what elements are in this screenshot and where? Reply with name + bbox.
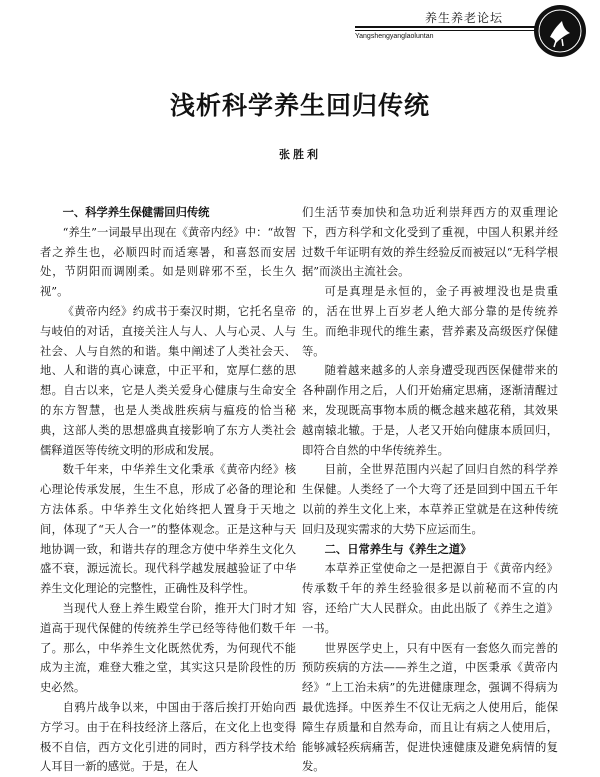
article-title: 浅析科学养生回归传统	[169, 91, 430, 120]
paragraph: 可是真理是永恒的，金子再被埋没也是贵重的，活在世界上百岁老人绝大部分靠的是传统养生。而绝非现代的维生素，营养素及高级医疗保健等。	[302, 285, 558, 358]
left-column	[40, 203, 296, 777]
forum-logo-icon	[532, 3, 588, 59]
paragraph: 目前，全世界范围内兴起了回归自然的科学养生保健。人类经了一个大弯了还是回到中国五千年以前的养生文化上来，本草养正堂就是在这种传统回归及现实需求的大势下应运而生。	[302, 463, 558, 536]
right-column	[302, 203, 558, 777]
paragraph: “养生”一词最早出现在《黄帝内经》中：“故智者之养生也，必顺四时而适寒暑，和喜怒而安居处，节阴阳而调刚柔。如是则辟邪不至，长生久视”。	[40, 225, 296, 299]
header-rule	[355, 26, 535, 28]
paragraph: 数千年来，中华养生文化秉承《黄帝内经》核心理论传承发展，生生不息，形成了必备的理论和方法体系。中华养生文化始终把人置身于天地之间，体现了“天人合一”的整体观念。正是这种与天地协调一致，和谐共存的理念方使中华养生文化久盛不衰，源远流长。现代科学越发展越验证了中华养生文化理论的完整性，正确性及科学性。	[40, 463, 296, 596]
paragraph-continued: 们生活节奏加快和急功近利崇拜西方的双重理论下，西方科学和文化受到了重视，中国人积累并经过数千年证明有效的养生经验反而被冠以“无科学根据”而淡出主流社会。	[302, 206, 558, 279]
paragraph: 自鸦片战争以来，中国由于落后挨打开始向西方学习。由于在科技经济上落后，在文化上也变得极不自信，西方文化引进的同时，西方科学技术给人耳目一新的感觉。于是，在人	[40, 700, 296, 774]
paragraph: 《黄帝内经》约成书于秦汉时期，它托名皇帝与岐伯的对话，直接关注人与人、人与心灵、人与社会、人与自然的和谐。集中阐述了人类社会天、地、人和谐的真心谏意，中正平和，宽厚仁慈的思想。自古以来，它是人类关爱身心健康与生命安全的东方智慧，也是人类战胜疾病与瘟疫的恰当秘典，这部人类的思想盛典直接影响了东方人类社会儒释道医等传统文明的形成和发展。	[40, 304, 296, 457]
paragraph: 本草养正堂使命之一是把源自于《黄帝内经》传承数千年的养生经验很多是以前秘而不宣的内容，还给广大人民群众。由此出版了《养生之道》一书。	[302, 562, 558, 635]
column-title: 养生养老论坛	[425, 11, 504, 25]
section-heading-1: 一、科学养生保健需回归传统	[62, 205, 210, 219]
article-author: 张胜利	[279, 148, 321, 161]
header-rule-thin	[355, 30, 535, 31]
paragraph: 世界医学史上，只有中医有一套悠久而完善的预防疾病的方法——养生之道，中医秉承《黄帝内经》“上工治未病”的先进健康理念，强调不得病为最优选择。中医养生不仅让无病之人使用后，能保障生存质量和自然寿命，而且让有病之人使用后，能够减轻疾病痛苦，促进快速健康及避免病情的复发。	[302, 641, 558, 774]
paragraph: 当现代人登上养生殿堂台阶，推开大门时才知道高于现代保健的传统养生学已经等待他们数千年了。那么，中华养生文化既然优秀，为何现代不能成为主流，难登大雅之堂，其实这只是阶段性的历史必然。	[40, 601, 296, 695]
page-header	[0, 0, 600, 60]
paragraph: 随着越来越多的人亲身遭受现西医保健带来的各种副作用之后，人们开始痛定思痛，逐渐清醒过来，发现既高事物本质的概念越来越花稍，其效果越南辕北辙。于是，人老又开始向健康本质回归，即符合自然的中华传统养生。	[302, 364, 558, 457]
section-heading-2: 二、日常养生与《养生之道》	[324, 541, 472, 556]
column-subtitle: Yangshengyanglaoluntan	[355, 33, 434, 40]
